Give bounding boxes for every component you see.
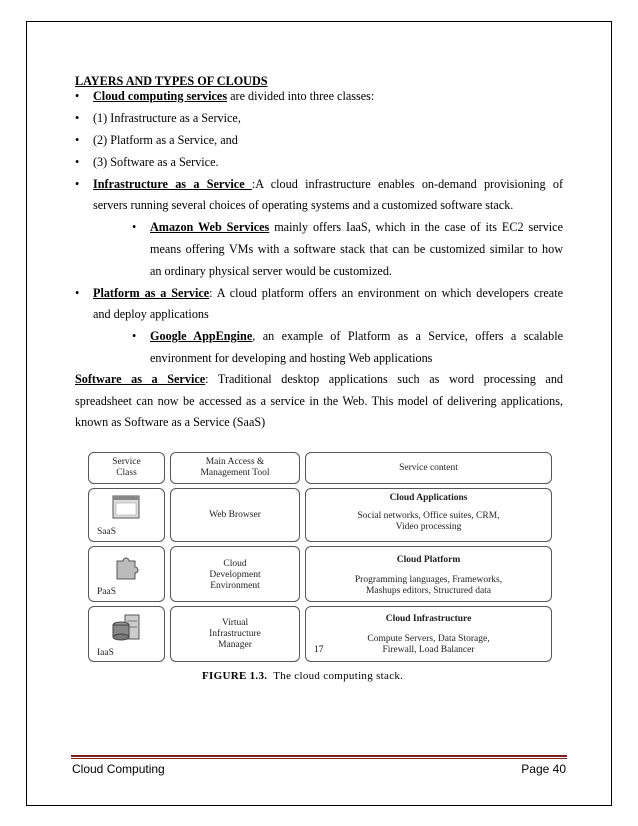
header-line: Management Tool xyxy=(200,468,270,478)
content-title: Cloud Applications xyxy=(389,493,468,503)
text: :A cloud infrastructure enables on-demand provisioning of xyxy=(251,177,564,191)
tool-line: Virtual xyxy=(221,618,249,628)
class-paas xyxy=(88,546,165,602)
text: : Traditional desktop applications such as word processing and xyxy=(205,372,564,386)
content-line: Social networks, Office suites, CRM, xyxy=(357,511,500,521)
page-number: Page 40 xyxy=(521,762,566,776)
header-line: Class xyxy=(116,468,137,478)
term-google-appengine: Google AppEngine xyxy=(150,329,253,343)
header-service-content xyxy=(305,452,552,484)
content-line: Compute Servers, Data Storage, xyxy=(367,634,490,644)
footer-rule-thin xyxy=(71,758,567,759)
content-iaas xyxy=(305,606,552,662)
sub-bullet-text xyxy=(150,220,563,235)
text: mainly offers IaaS, which in the case of its EC2 service xyxy=(269,220,563,234)
bullet: • xyxy=(75,89,80,103)
header-line: Service xyxy=(112,457,141,467)
text: : A cloud platform offers an environment on which developers create xyxy=(209,286,564,300)
term-iaas: Infrastructure as a Service xyxy=(93,177,252,191)
caption-label: FIGURE 1.3. xyxy=(202,670,268,682)
tool-saas xyxy=(170,488,300,542)
bullet-text-cont: servers running several choices of operating systems and a customized software stack. xyxy=(93,198,514,212)
bullet-text: (3) Software as a Service. xyxy=(93,155,219,169)
term-saas: Software as a Service xyxy=(75,372,206,386)
bullet: • xyxy=(75,177,80,191)
sub-bullet-text xyxy=(150,329,563,344)
content-line: Mashups editors, Structured data xyxy=(365,586,492,596)
tool-line: Development xyxy=(209,570,261,580)
content-line: Firewall, Load Balancer xyxy=(382,645,475,655)
content-line: Programming languages, Frameworks, xyxy=(354,575,503,585)
content-saas xyxy=(305,488,552,542)
tool-line: Web Browser xyxy=(209,510,261,520)
sub-bullet-text-cont: environment for developing and hosting Web applications xyxy=(150,351,433,365)
content-line: Video processing xyxy=(395,522,462,532)
tool-line: Environment xyxy=(210,581,260,591)
term-cloud-computing-services: Cloud computing services xyxy=(93,89,228,103)
bullet-text xyxy=(93,177,563,192)
sub-bullet-text-cont: an ordinary physical server would be customized. xyxy=(150,264,392,278)
tool-line: Manager xyxy=(218,640,252,650)
browser-window-icon xyxy=(112,495,140,519)
figure-caption xyxy=(202,670,403,682)
tool-line: Infrastructure xyxy=(209,629,261,639)
footer-rule xyxy=(71,755,567,757)
header-access-tool xyxy=(170,452,300,484)
bullet-text xyxy=(93,286,563,301)
header-service-class xyxy=(88,452,165,484)
header-line: Service content xyxy=(399,463,458,473)
section-heading: LAYERS AND TYPES OF CLOUDS xyxy=(75,74,268,88)
class-label: SaaS xyxy=(97,527,116,537)
content-paas xyxy=(305,546,552,602)
puzzle-piece-icon xyxy=(113,553,141,581)
class-label: IaaS xyxy=(97,648,114,658)
header-line: Main Access & xyxy=(205,457,265,467)
figure-number: 17 xyxy=(314,645,324,655)
content-title: Cloud Infrastructure xyxy=(385,614,472,624)
server-database-icon xyxy=(111,613,143,643)
text: are divided into three classes: xyxy=(227,89,375,103)
footer-title: Cloud Computing xyxy=(72,762,165,776)
sub-bullet: • xyxy=(132,220,137,234)
text: , an example of Platform as a Service, offers a scalable xyxy=(252,329,563,343)
content-title: Cloud Platform xyxy=(396,555,461,565)
bullet-text: (2) Platform as a Service, and xyxy=(93,133,238,147)
tool-iaas xyxy=(170,606,300,662)
cloud-stack-figure xyxy=(88,452,552,664)
class-saas xyxy=(88,488,165,542)
tool-paas xyxy=(170,546,300,602)
bullet: • xyxy=(75,286,80,300)
bullet: • xyxy=(75,111,80,125)
sub-bullet-text-cont: means offering VMs with a software stack that can be customized similar to how xyxy=(150,242,563,256)
tool-line: Cloud xyxy=(223,559,247,569)
term-aws: Amazon Web Services xyxy=(150,220,270,234)
bullet-text-cont: and deploy applications xyxy=(93,307,209,321)
caption-text: The cloud computing stack. xyxy=(267,670,404,682)
bullet-text xyxy=(93,89,374,104)
class-iaas xyxy=(88,606,165,662)
bullet-text: (1) Infrastructure as a Service, xyxy=(93,111,241,125)
paragraph-saas xyxy=(75,372,563,387)
class-label: PaaS xyxy=(97,587,116,597)
paragraph-saas-cont: known as Software as a Service (SaaS) xyxy=(75,415,266,429)
bullet: • xyxy=(75,155,80,169)
sub-bullet: • xyxy=(132,329,137,343)
bullet: • xyxy=(75,133,80,147)
paragraph-saas-cont: spreadsheet can now be accessed as a service in the Web. This model of delivering applications, xyxy=(75,394,563,408)
term-paas: Platform as a Service xyxy=(93,286,210,300)
